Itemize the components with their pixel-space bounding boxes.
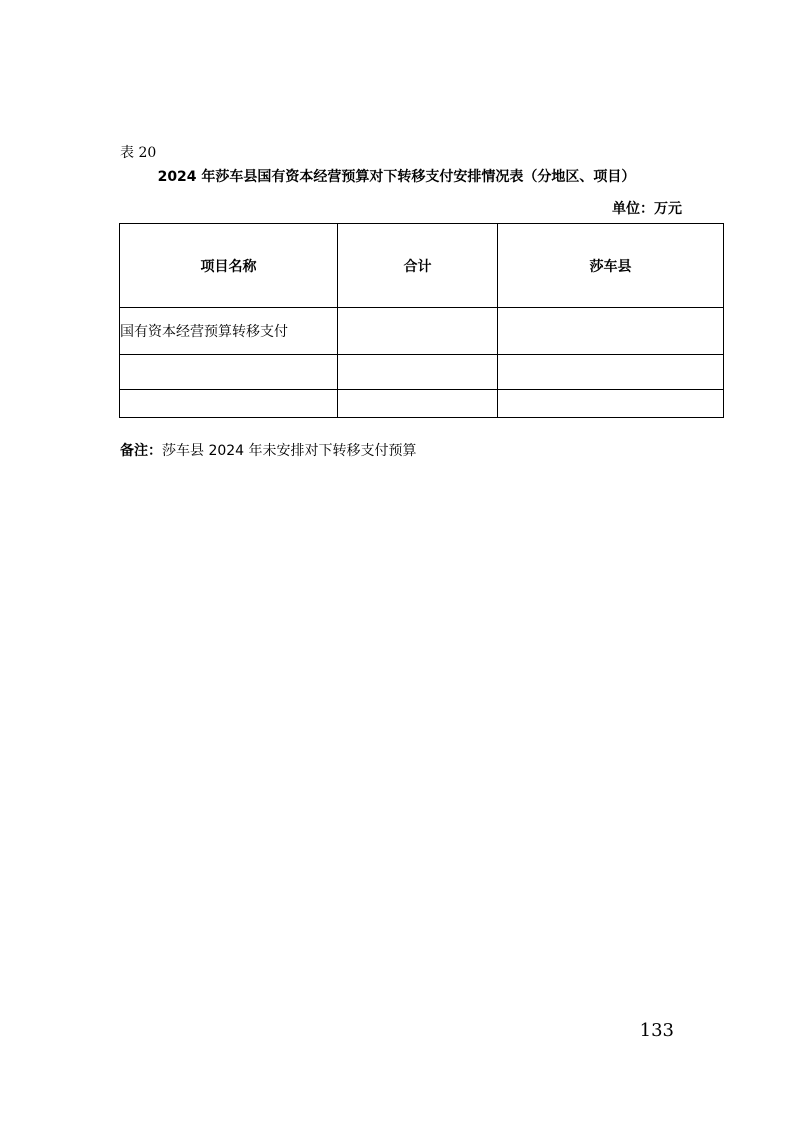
- header-shache-county: 莎车县: [498, 224, 724, 308]
- cell-shache-county: [498, 355, 724, 390]
- header-project-name: 项目名称: [120, 224, 338, 308]
- transfer-payment-table: [119, 223, 724, 418]
- table-number-label: 表 20: [120, 145, 157, 161]
- footnote-separator: ：: [148, 443, 162, 459]
- cell-project-name: [120, 390, 338, 418]
- header-total: 合计: [338, 224, 498, 308]
- cell-total: [338, 308, 498, 355]
- document-title: 2024 年莎车县国有资本经营预算对下转移支付安排情况表（分地区、项目）: [157, 169, 636, 185]
- table-header-row: [120, 224, 724, 308]
- footnote-label: 备注: [120, 443, 148, 459]
- page-number: 133: [639, 1020, 674, 1041]
- table-row: [120, 390, 724, 418]
- table-row: [120, 355, 724, 390]
- table-row: [120, 308, 724, 355]
- cell-shache-county: [498, 308, 724, 355]
- unit-label: 单位：万元: [612, 201, 682, 217]
- cell-total: [338, 390, 498, 418]
- cell-shache-county: [498, 390, 724, 418]
- cell-project-name: 国有资本经营预算转移支付: [120, 308, 338, 355]
- footnote: [120, 440, 417, 460]
- footnote-text: 莎车县 2024 年未安排对下转移支付预算: [162, 443, 417, 459]
- cell-project-name: [120, 355, 338, 390]
- cell-total: [338, 355, 498, 390]
